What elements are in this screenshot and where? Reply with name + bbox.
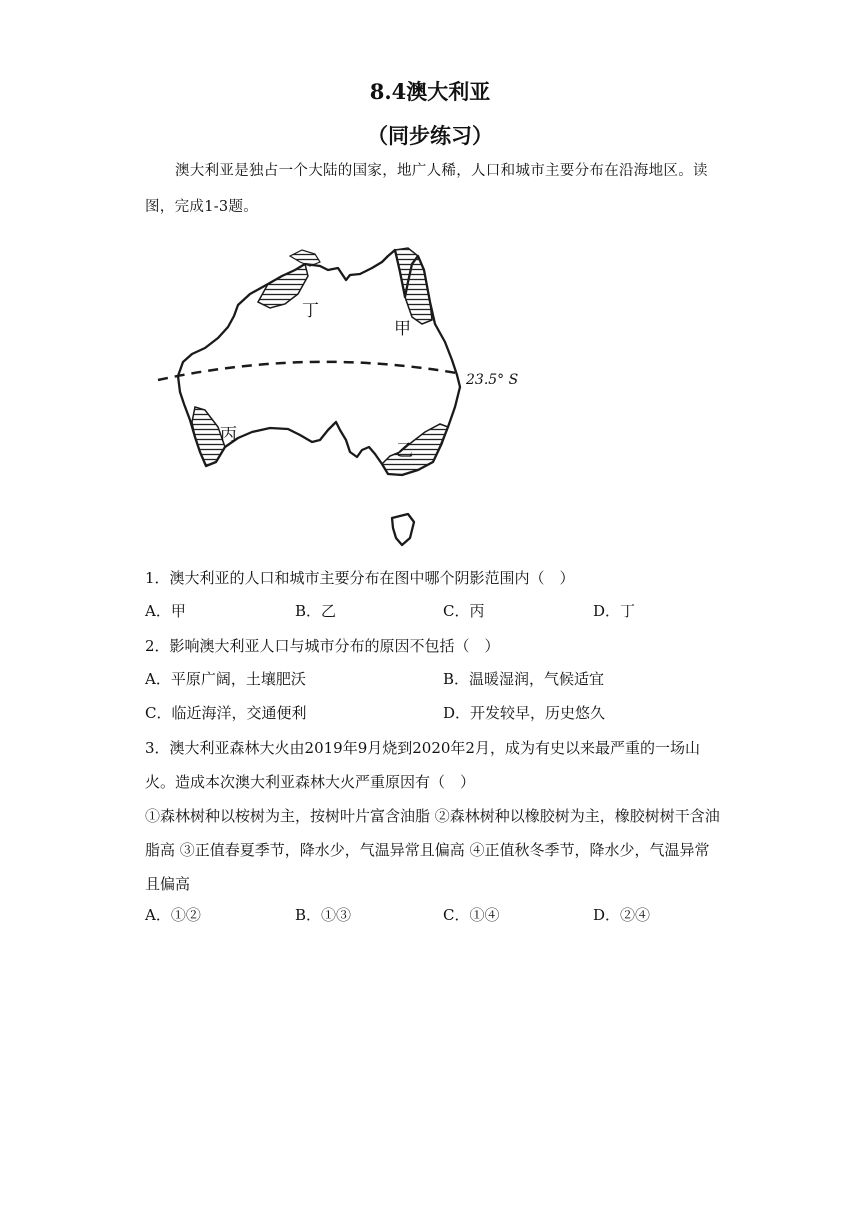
label-jia: 甲 <box>394 319 411 339</box>
option-b: B．①③ <box>295 906 352 924</box>
question-1-stem: 1．澳大利亚的人口和城市主要分布在图中哪个阴影范围内（ ） <box>145 569 575 587</box>
tropic-label: 23.5° S <box>466 372 519 388</box>
option-a: A．平原广阔，土壤肥沃 <box>145 670 306 688</box>
page-title: 8.4澳大利亚 <box>369 79 491 104</box>
intro-paragraph: 澳大利亚是独占一个大陆的国家，地广人稀，人口和城市主要分布在沿海地区。读图，完成1-3题。 <box>145 163 708 215</box>
option-c: C．临近海洋，交通便利 <box>145 704 307 722</box>
question-1-options <box>145 600 720 630</box>
option-d: D．丁 <box>593 602 636 620</box>
label-yi: 乙 <box>396 441 413 461</box>
question-3-stem: 3．澳大利亚森林大火由2019年9月烧到2020年2月，成为有史以来最严重的一场山火。造成本次澳大利亚森林大火严重原因有（ ） <box>145 739 700 791</box>
option-c: C．丙 <box>443 602 485 620</box>
shaded-region-ding-north <box>290 250 320 266</box>
option-b: B．温暖湿润，气候适宜 <box>443 670 605 688</box>
option-b: B．乙 <box>295 602 337 620</box>
label-ding: 丁 <box>302 301 319 321</box>
question-2-options-row2 <box>145 702 720 732</box>
option-a: A．甲 <box>145 602 186 620</box>
question-2-stem: 2．影响澳大利亚人口与城市分布的原因不包括（ ） <box>145 637 500 655</box>
shaded-region-jia <box>395 248 432 324</box>
question-3-statements: ①森林树种以桉树为主，按树叶片富含油脂 ②森林树种以橡胶树为主，橡胶树树干含油脂高 ③正值春夏季节，降水少，气温异常且偏高 ④正值秋冬季节，降水少，气温异常且偏高 <box>145 807 720 893</box>
tropic-of-capricorn-line <box>158 362 462 380</box>
label-bing: 丙 <box>220 425 237 445</box>
option-d: D．开发较早，历史悠久 <box>443 704 606 722</box>
option-a: A．①② <box>145 906 201 924</box>
option-c: C．①④ <box>443 906 500 924</box>
option-d: D．②④ <box>593 906 651 924</box>
shaded-region-yi <box>382 424 448 475</box>
question-3-options <box>145 904 720 934</box>
question-2-options-row1 <box>145 668 720 698</box>
tasmania-outline <box>392 514 414 545</box>
page-subtitle: （同步练习） <box>367 123 493 148</box>
australia-map <box>150 242 535 552</box>
